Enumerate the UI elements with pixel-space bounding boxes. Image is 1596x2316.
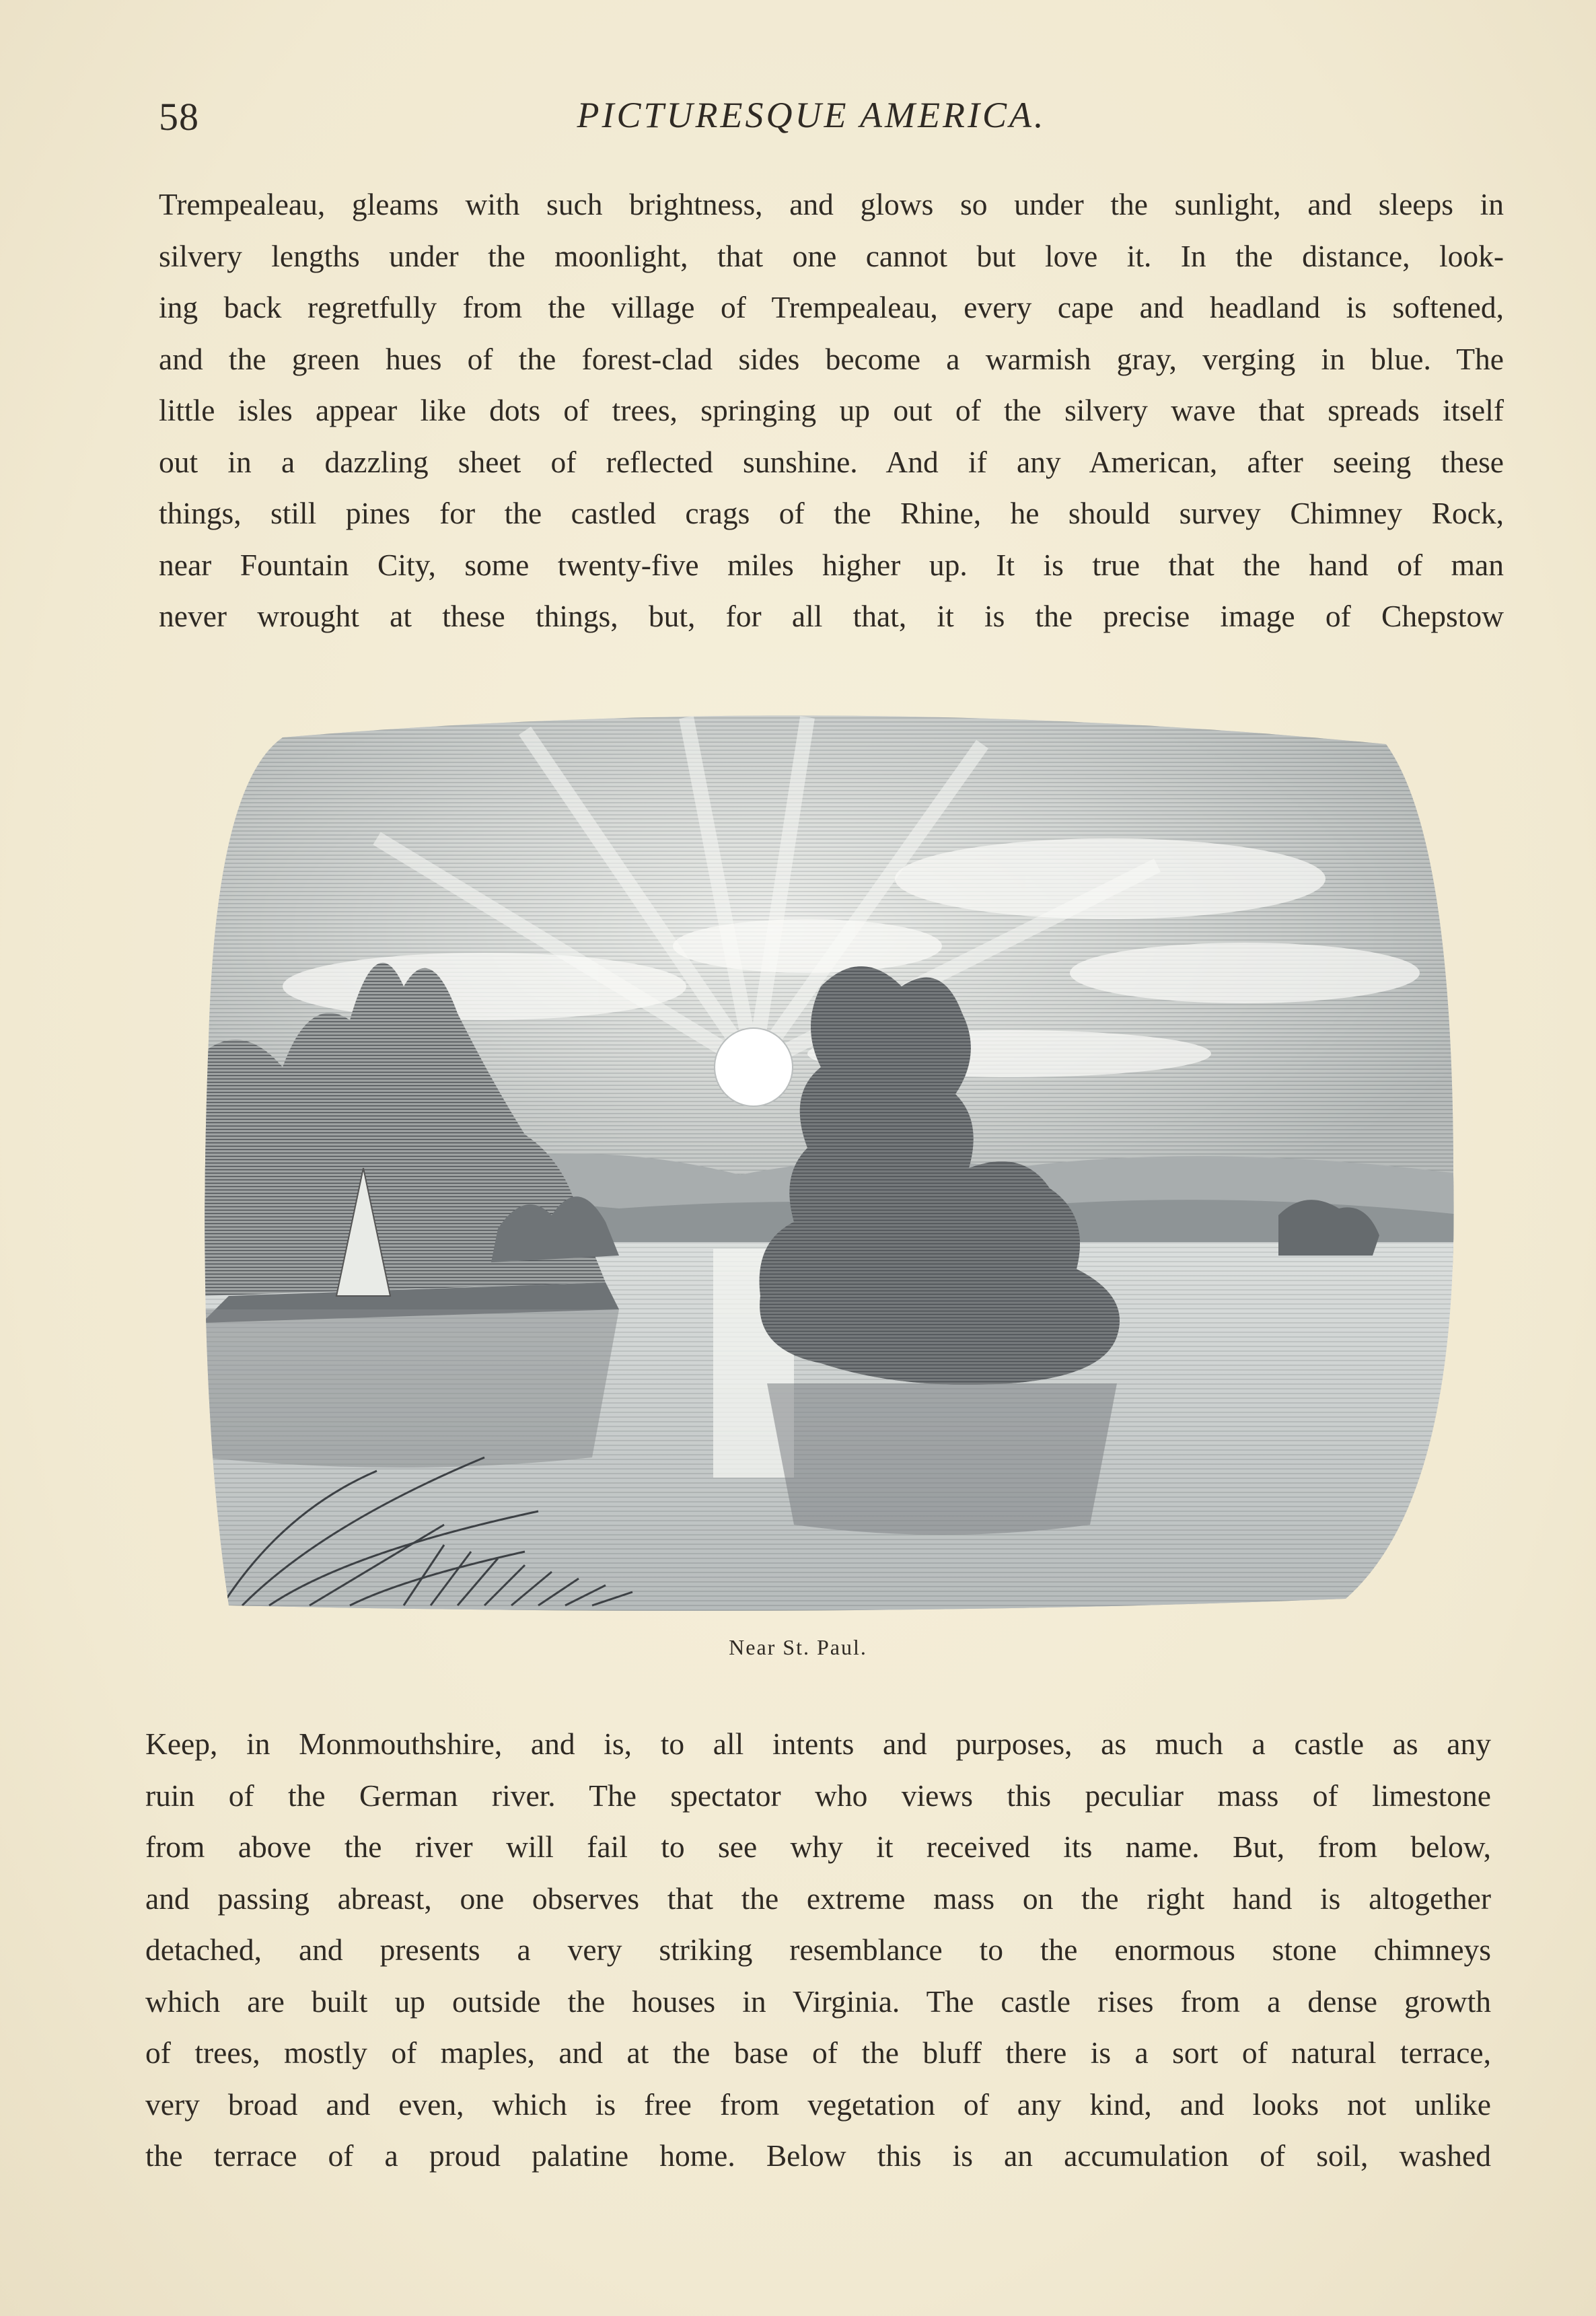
text-line: Keep, in Monmouthshire, and is, to all intents and purposes, as much a castle as any (145, 1727, 1491, 1761)
paragraph-bottom (145, 1718, 1491, 2182)
text-line: ing back regretfully from the village of Trempealeau, every cape and headland is softened, (159, 290, 1504, 324)
paragraph-top (159, 179, 1504, 643)
text-line: very broad and even, which is free from vegetation of any kind, and looks not unlike (145, 2087, 1491, 2122)
text-line: the terrace of a proud palatine home. Below this is an accumulation of soil, washed (145, 2138, 1491, 2173)
text-line: of trees, mostly of maples, and at the base of the bluff there is a sort of natural terrace, (145, 2035, 1491, 2070)
text-line: Trempealeau, gleams with such brightness, and glows so under the sunlight, and sleeps in (159, 187, 1504, 221)
text-line: detached, and presents a very striking resemblance to the enormous stone chimneys (145, 1932, 1491, 1967)
text-line: never wrought at these things, but, for all that, it is the precise image of Chepstow (159, 599, 1504, 633)
running-title: PICTURESQUE AMERICA. (577, 95, 1046, 135)
text-line: silvery lengths under the moonlight, that one cannot but love it. In the distance, look- (159, 238, 1504, 273)
figure-caption: Near St. Paul. (729, 1635, 867, 1659)
text-line: little isles appear like dots of trees, springing up out of the silvery wave that spreads itself (159, 393, 1504, 427)
text-line: things, still pines for the castled crags of the Rhine, he should survey Chimney Rock, (159, 496, 1504, 530)
running-head (0, 94, 1596, 148)
text-line: and passing abreast, one observes that the extreme mass on the right hand is altogether (145, 1881, 1491, 1916)
text-line: and the green hues of the forest-clad sides become a warmish gray, verging in blue. The (159, 341, 1504, 376)
text-line: which are built up outside the houses in Virginia. The castle rises from a dense growth (145, 1984, 1491, 2019)
text-line: from above the river will fail to see why it received its name. But, from below, (145, 1830, 1491, 1864)
page-number: 58 (159, 95, 199, 139)
engraving-illustration (202, 704, 1467, 1614)
text-line: ruin of the German river. The spectator who views this peculiar mass of limestone (145, 1778, 1491, 1813)
text-line: near Fountain City, some twenty-five miles higher up. It is true that the hand of man (159, 547, 1504, 582)
engraving-river-landscape-illustration (202, 704, 1467, 1614)
text-line: out in a dazzling sheet of reflected sunshine. And if any American, after seeing these (159, 444, 1504, 479)
